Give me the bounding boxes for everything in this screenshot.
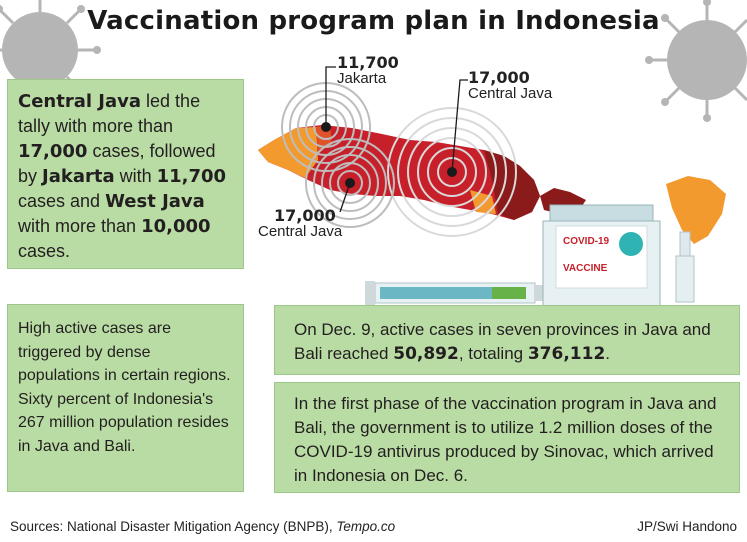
map-label-value: 17,000	[274, 206, 336, 225]
count-west-java: 10,000	[141, 216, 211, 237]
region-central-java: Central Java	[18, 91, 142, 112]
text-span: .	[605, 343, 611, 363]
sources-italic: Tempo.co	[336, 519, 396, 534]
vial-label-line1: COVID-19	[563, 236, 610, 247]
text-span: cases.	[18, 241, 71, 261]
map-label-jakarta	[337, 55, 399, 87]
map-label-region: Central Java	[468, 85, 553, 102]
sources-text: Sources: National Disaster Mitigation Agency (BNPB),	[10, 519, 337, 534]
total-cases-count: 376,112	[527, 343, 606, 364]
summary-box-top-cases	[7, 79, 244, 269]
text-span: On Dec. 9, active cases in seven provinces in Java and Bali reached	[294, 320, 711, 363]
active-cases-count: 50,892	[393, 343, 459, 364]
text-span: with	[114, 166, 157, 186]
sources-footer	[10, 519, 395, 534]
vaccination-phase-box: In the first phase of the vaccination program in Java and Bali, the government is to utilize 1.2 million doses of the COVID-19 antivirus produced by Sinovac, which arrived in Indonesia on Dec. 6.	[274, 382, 740, 493]
vial-label-line2: VACCINE	[563, 263, 608, 274]
map-label-central-java-east	[468, 70, 552, 102]
active-cases-box	[274, 305, 740, 375]
region-west-java: West Java	[105, 191, 205, 212]
region-jakarta: Jakarta	[42, 166, 115, 187]
map-label-value: 11,700	[337, 53, 399, 72]
count-jakarta: 11,700	[156, 166, 227, 187]
text-span: , totaling	[458, 343, 528, 363]
map-label-region: Jakarta	[337, 70, 387, 87]
count-central-java: 17,000	[18, 141, 88, 162]
map-label-central-java-west	[258, 208, 342, 240]
map-label-value: 17,000	[468, 68, 530, 87]
text-span: cases and	[18, 191, 106, 211]
text-span: led the tally with more than	[18, 91, 201, 136]
credit-footer: JP/Swi Handono	[637, 519, 737, 534]
vaccine-vial-icon	[543, 205, 694, 314]
page-title: Vaccination program plan in Indonesia	[87, 6, 660, 36]
text-span: with more than	[18, 216, 142, 236]
text-span: cases, followed by	[18, 141, 216, 186]
map-label-region: Central Java	[258, 223, 343, 240]
population-note-box: High active cases are triggered by dense populations in certain regions. Sixty percent of Indonesia's 267 million population resides in Java and Bali.	[7, 304, 244, 492]
